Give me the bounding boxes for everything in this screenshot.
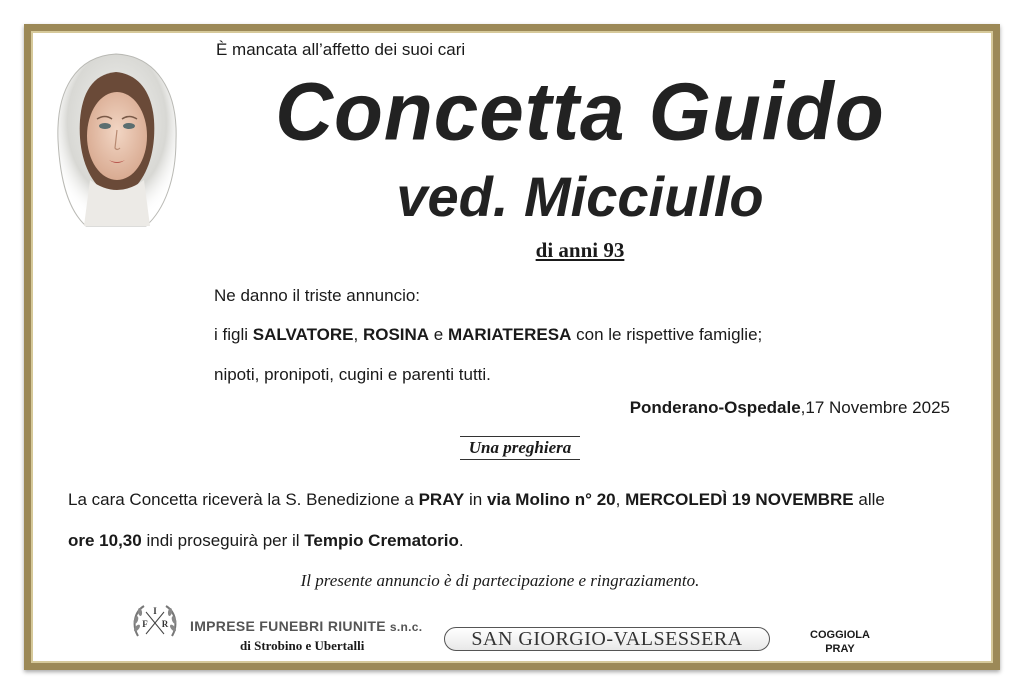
announcement-line: Ne danno il triste annuncio:	[214, 286, 421, 305]
ceremony-destination: Tempio Crematorio	[304, 531, 459, 550]
madonna-portrait-icon	[46, 50, 186, 228]
age-line: di anni 93	[535, 238, 625, 262]
ceremony-text: in	[464, 490, 487, 509]
child-name: ROSINA	[362, 325, 430, 344]
ceremony-text: .	[458, 531, 464, 550]
widow-of: ved. Micciullo	[396, 165, 764, 228]
ceremony-text: indi proseguirà per il	[141, 531, 305, 550]
laurel-wreath-icon	[130, 600, 180, 642]
logo-letter: F	[142, 619, 148, 629]
branch-line: COGGIOLA	[810, 629, 870, 641]
firm-owners: di Strobino e Ubertalli	[240, 638, 365, 653]
branch-locations	[800, 628, 880, 656]
ceremony-text: ,	[615, 490, 626, 509]
ceremony-text: alle	[853, 490, 885, 509]
ceremony-day: MERCOLEDÌ 19 NOVEMBRE	[625, 490, 854, 509]
firm-name-text: IMPRESE FUNEBRI RIUNITE	[190, 618, 386, 634]
date: ,17 Novembre 2025	[800, 398, 950, 417]
prayer-heading: Una preghiera	[460, 436, 580, 460]
family-suffix: con le rispettive famiglie;	[571, 325, 763, 344]
child-name: SALVATORE	[252, 325, 354, 344]
thanks-line: Il presente annuncio è di partecipazione e ringraziamento.	[300, 571, 700, 590]
family-prefix: i figli	[214, 325, 253, 344]
child-name: MARIATERESA	[447, 325, 572, 344]
family-line	[214, 325, 762, 345]
logo-letter: I	[153, 606, 157, 616]
intro-text: È mancata all’affetto dei suoi cari	[216, 40, 466, 59]
ceremony-text: La cara Concetta riceverà la S. Benedizione a	[68, 490, 419, 509]
ceremony-line-1	[68, 490, 958, 510]
family-sep: e	[429, 325, 448, 344]
firm-name	[190, 618, 422, 634]
place: Ponderano-Ospedale	[629, 398, 801, 417]
deceased-name: Concetta Guido	[275, 66, 885, 157]
family-sep: ,	[353, 325, 363, 344]
ceremony-time: ore 10,30	[68, 531, 142, 550]
location-badge: SAN GIORGIO-VALSESSERA	[444, 627, 770, 651]
ceremony-line-2	[68, 531, 958, 551]
branch-line: PRAY	[825, 643, 855, 655]
logo-letter: R	[161, 619, 169, 629]
ceremony-town: PRAY	[418, 490, 465, 509]
place-date	[630, 398, 950, 418]
relatives-line: nipoti, pronipoti, cugini e parenti tutti.	[214, 365, 491, 384]
firm-suffix: s.n.c.	[389, 620, 423, 634]
ceremony-address: via Molino n° 20	[486, 490, 616, 509]
